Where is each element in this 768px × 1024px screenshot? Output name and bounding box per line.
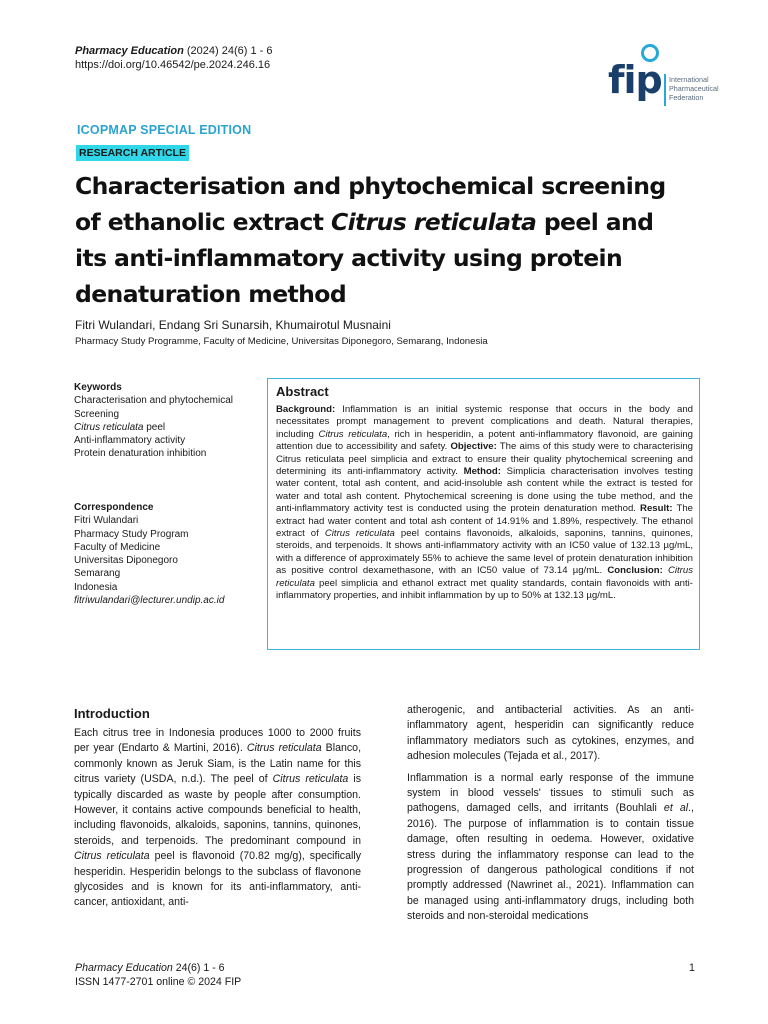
intro-text: is typically discarded as waste by people after consumption. However, it contains active compounds beneficial to health, including flavonoids, alkaloids, saponins, tannins, quinones, steroids, and terpenoids. The predominant compound in bbox=[74, 773, 362, 847]
abstract-body: peel simplicia and ethanol extract met quality standards, contain flavonoids with anti-inflammatory properties, and inhibit inflammation by up to 50% at 132.13 µg/mL. bbox=[276, 577, 693, 602]
journal-issue: (2024) 24(6) 1 - 6 bbox=[186, 45, 273, 57]
intro-species: Citrus reticulata bbox=[74, 850, 150, 863]
journal-citation bbox=[75, 44, 273, 58]
footer-issn: ISSN 1477-2701 online © 2024 FIP bbox=[75, 975, 242, 988]
correspondence-line: Pharmacy Study Program bbox=[74, 528, 189, 540]
footer bbox=[75, 962, 241, 989]
abstract-label: Objective: bbox=[450, 441, 497, 453]
logo-org-line: International bbox=[669, 75, 709, 84]
correspondence-line: Semarang bbox=[74, 568, 121, 580]
abstract-body: Simplicia characterisation involves testing water content, total ash content, and acid-insoluble ash content while the extract is tested for water and total ash content. Phytochemical screening is done using the tube method, and the anti-inflammatory activity test is conducted using the protein denaturation method. bbox=[276, 466, 693, 515]
abstract-text bbox=[276, 404, 693, 603]
footer-journal: Pharmacy Education bbox=[75, 962, 173, 974]
logo-org-name bbox=[669, 75, 729, 102]
keyword-item: Anti-inflammatory activity bbox=[74, 435, 186, 447]
logo-word: fip bbox=[608, 58, 662, 102]
abstract-body: Inflammation is an initial systemic response that occurs in the body and necessitates prompt management to prevent complications and death. Natural therapies, including bbox=[276, 404, 693, 440]
intro-text: ., 2016). The purpose of inflammation is to contain tissue damage, often resulting in oedema. However, oxidative stress during the inflammatory response can lead to the progression of dangerous pathological conditions if not promptly addressed (Nawrinet al., 2021). Inflammation can be managed using anti-inflammatory drugs, including both steroids and non-steroidal medications bbox=[407, 802, 694, 923]
title-text: Characterisation and phytochemical screening of ethanolic extract bbox=[75, 172, 666, 236]
logo-org-line: Pharmaceutical bbox=[669, 84, 719, 93]
correspondence-section bbox=[74, 501, 259, 607]
correspondence-line: Fitri Wulandari bbox=[74, 515, 139, 527]
intro-paragraph bbox=[74, 726, 361, 911]
edition-label: ICOPMAP SPECIAL EDITION bbox=[77, 123, 252, 137]
abstract-label: Method: bbox=[463, 466, 501, 478]
intro-text: Blanco, commonly known as Jeruk Siam, is the Latin name for this citrus variety (USDA, n.d.). The peel of bbox=[74, 742, 362, 786]
intro-text: peel is flavonoid (70.82 mg/g), specifically hesperidin. Hesperidin belongs to the subclass of flavonone glycosides and is known for its anti-inflammatory, anti-cancer, antioxidant, anti- bbox=[74, 850, 362, 909]
affiliation: Pharmacy Study Programme, Faculty of Medicine, Universitas Diponegoro, Semarang, Indonesia bbox=[75, 336, 488, 347]
intro-etal: et al bbox=[663, 802, 689, 815]
authors: Fitri Wulandari, Endang Sri Sunarsih, Khumairotul Musnaini bbox=[75, 318, 391, 332]
correspondence-line: Faculty of Medicine bbox=[74, 541, 161, 553]
keyword-item: Protein denaturation inhibition bbox=[74, 448, 207, 460]
abstract-body: , rich in hesperidin, a potent anti-inflammatory flavonoid, are gaining attention due to accessibility and safety. bbox=[276, 428, 693, 453]
journal-name: Pharmacy Education bbox=[75, 45, 184, 57]
footer-issue: 24(6) 1 - 6 bbox=[172, 962, 225, 974]
intro-text: Inflammation is a normal early response of the immune system in blood vessels' tissues to stimuli such as pathogens, damaged cells, and irritants (Bouhlali bbox=[407, 771, 694, 815]
keyword-item: Screening bbox=[74, 408, 120, 420]
abstract-species: Citrus reticulata bbox=[276, 565, 693, 589]
title-species: Citrus reticulata bbox=[330, 208, 537, 236]
keywords-heading: Keywords bbox=[74, 382, 122, 393]
correspondence-heading: Correspondence bbox=[74, 502, 154, 513]
abstract-body: The aims of this study were to characterising Citrus reticulata peel simplicia and extract to ensure their quality phytochemical screening and determining its anti-inflammatory activity. bbox=[276, 441, 693, 478]
abstract-species: Citrus reticulata bbox=[324, 528, 395, 540]
title-text: peel and its anti-inflammatory activity using protein denaturation method bbox=[75, 208, 654, 308]
keyword-suffix: peel bbox=[143, 421, 166, 433]
intro-text: Each citrus tree in Indonesia produces 1000 to 2000 fruits per year (Endarto & Martini, 2016). bbox=[74, 727, 361, 755]
doi-link[interactable]: https://doi.org/10.46542/pe.2024.246.16 bbox=[75, 59, 271, 71]
intro-column-2 bbox=[407, 703, 694, 931]
abstract-label: Background: bbox=[276, 404, 336, 415]
keyword-item: Characterisation and phytochemical bbox=[74, 395, 233, 407]
abstract-body: The extract had water content and total ash content of 14.91% and 1.89%, respectively. The ethanol extract of bbox=[276, 503, 693, 540]
intro-species: Citrus reticulata bbox=[246, 742, 322, 755]
correspondence-line: Universitas Diponegoro bbox=[74, 555, 178, 567]
logo-org-line: Federation bbox=[669, 93, 704, 102]
abstract-heading: Abstract bbox=[276, 384, 329, 399]
intro-paragraph: atherogenic, and antibacterial activities. As an anti-inflammatory agent, hesperidin can significantly reduce inflammatory mediators such as cytokines, enzymes, and adhesion molecules (Tejada et al., 2017). bbox=[407, 704, 694, 763]
abstract-label: Result: bbox=[640, 503, 673, 515]
page-number: 1 bbox=[689, 962, 695, 974]
abstract-label: Conclusion: bbox=[607, 565, 663, 577]
intro-paragraph bbox=[407, 771, 694, 925]
keyword-item bbox=[74, 421, 259, 434]
abstract-species: Citrus reticulata bbox=[318, 428, 388, 440]
intro-species: Citrus reticulata bbox=[272, 773, 349, 786]
correspondence-line: Indonesia bbox=[74, 581, 118, 593]
correspondence-email[interactable]: fitriwulandari@lecturer.undip.ac.id bbox=[74, 595, 225, 607]
keywords-section bbox=[74, 381, 259, 461]
article-title bbox=[75, 168, 675, 312]
abstract-body: peel contains flavonoids, alkaloids, saponins, tannins, quinones, steroids, and terpenoids. It shows anti-inflammatory activity with an IC50 value of 132.13 µg/mL, with a difference of approximately 55% to achieve the same level of protein denaturation inhibition as positive control dexamethasone, with an IC50 value of 73.14 µg/mL. bbox=[276, 528, 694, 577]
logo-divider bbox=[664, 74, 666, 106]
keyword-species: Citrus reticulata bbox=[74, 421, 144, 433]
introduction-heading: Introduction bbox=[74, 706, 150, 721]
fip-logo bbox=[608, 44, 718, 110]
article-type-badge: RESEARCH ARTICLE bbox=[76, 145, 189, 161]
